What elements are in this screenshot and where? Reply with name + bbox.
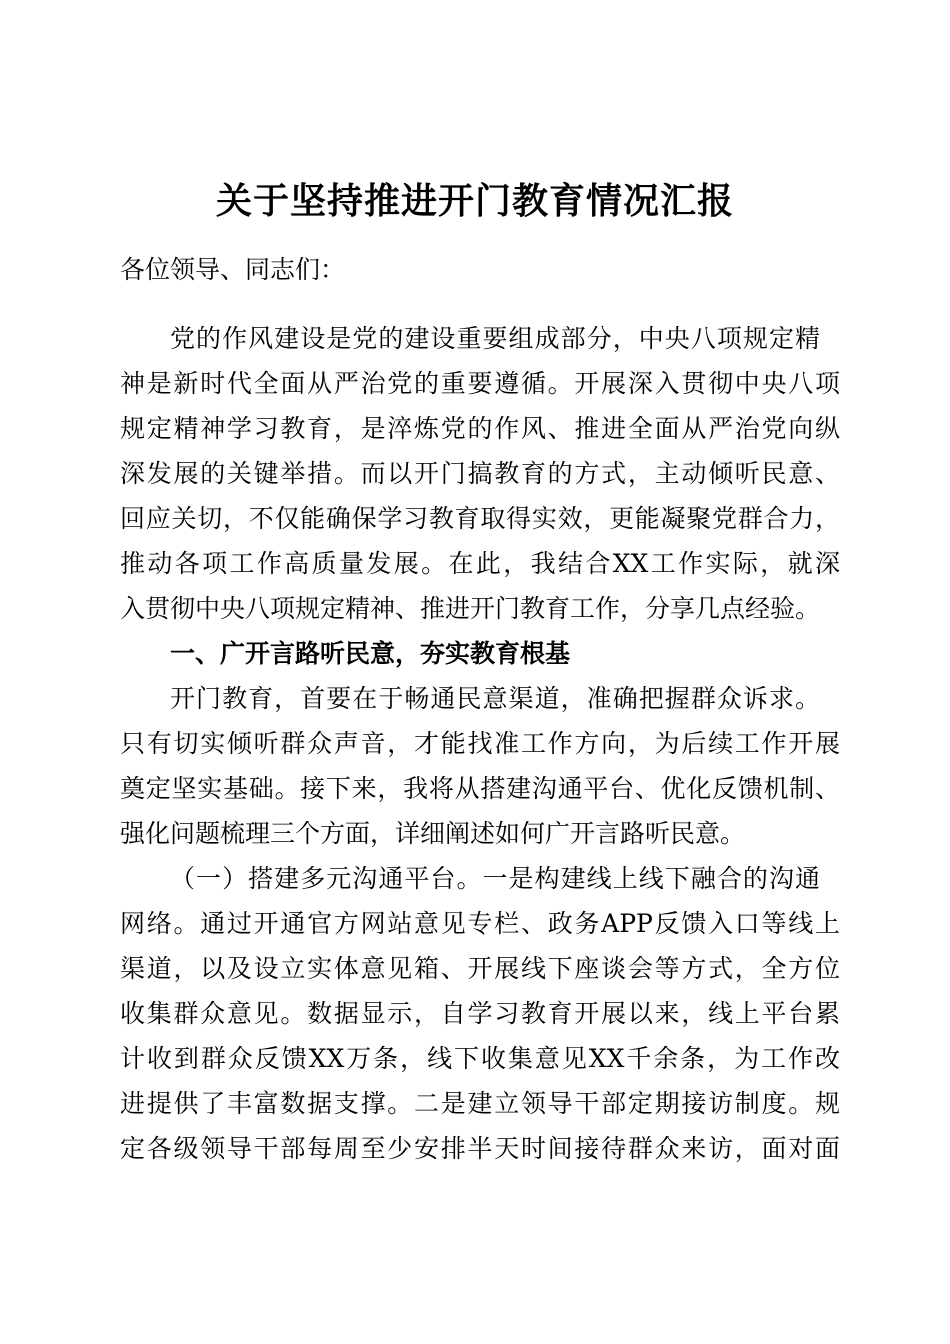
section-intro-line-1: 开门教育，首要在于畅通民意渠道，准确把握群众诉求。 <box>170 684 820 713</box>
intro-line-1: 党的作风建设是党的建设重要组成部分，中央八项规定精 <box>170 324 820 353</box>
subsection-line-6: 进提供了丰富数据支撑。二是建立领导干部定期接访制度。规 <box>120 1089 840 1118</box>
document-title: 关于坚持推进开门教育情况汇报 <box>215 180 734 222</box>
section-intro-line-2: 只有切实倾听群众声音，才能找准工作方向，为后续工作开展 <box>120 729 840 758</box>
subsection-line-7: 定各级领导干部每周至少安排半天时间接待群众来访，面对面 <box>120 1134 840 1163</box>
intro-line-2: 神是新时代全面从严治党的重要遵循。开展深入贯彻中央八项 <box>120 369 840 398</box>
intro-line-4: 深发展的关键举措。而以开门搞教育的方式，主动倾听民意、 <box>120 459 840 488</box>
intro-line-3: 规定精神学习教育，是淬炼党的作风、推进全面从严治党向纵 <box>120 414 840 443</box>
section-intro-line-3: 奠定坚实基础。接下来，我将从搭建沟通平台、优化反馈机制、 <box>120 774 840 803</box>
subsection-line-4: 收集群众意见。数据显示，自学习教育开展以来，线上平台累 <box>120 999 840 1028</box>
intro-line-5: 回应关切，不仅能确保学习教育取得实效，更能凝聚党群合力， <box>120 504 840 533</box>
subsection-line-3: 渠道，以及设立实体意见箱、开展线下座谈会等方式，全方位 <box>120 954 840 983</box>
subsection-line-5: 计收到群众反馈XX万条，线下收集意见XX千余条，为工作改 <box>120 1044 840 1073</box>
subsection-line-2: 网络。通过开通官方网站意见专栏、政务APP反馈入口等线上 <box>120 909 840 938</box>
intro-line-6: 推动各项工作高质量发展。在此，我结合XX工作实际，就深 <box>120 549 840 578</box>
subsection-line-1: （一）搭建多元沟通平台。一是构建线上线下融合的沟通 <box>170 864 820 893</box>
intro-line-7: 入贯彻中央八项规定精神、推进开门教育工作，分享几点经验。 <box>120 594 821 623</box>
salutation: 各位领导、同志们： <box>120 255 346 284</box>
section-intro-line-4: 强化问题梳理三个方面，详细阐述如何广开言路听民意。 <box>120 819 746 848</box>
section-heading: 一、广开言路听民意，夯实教育根基 <box>170 639 571 668</box>
